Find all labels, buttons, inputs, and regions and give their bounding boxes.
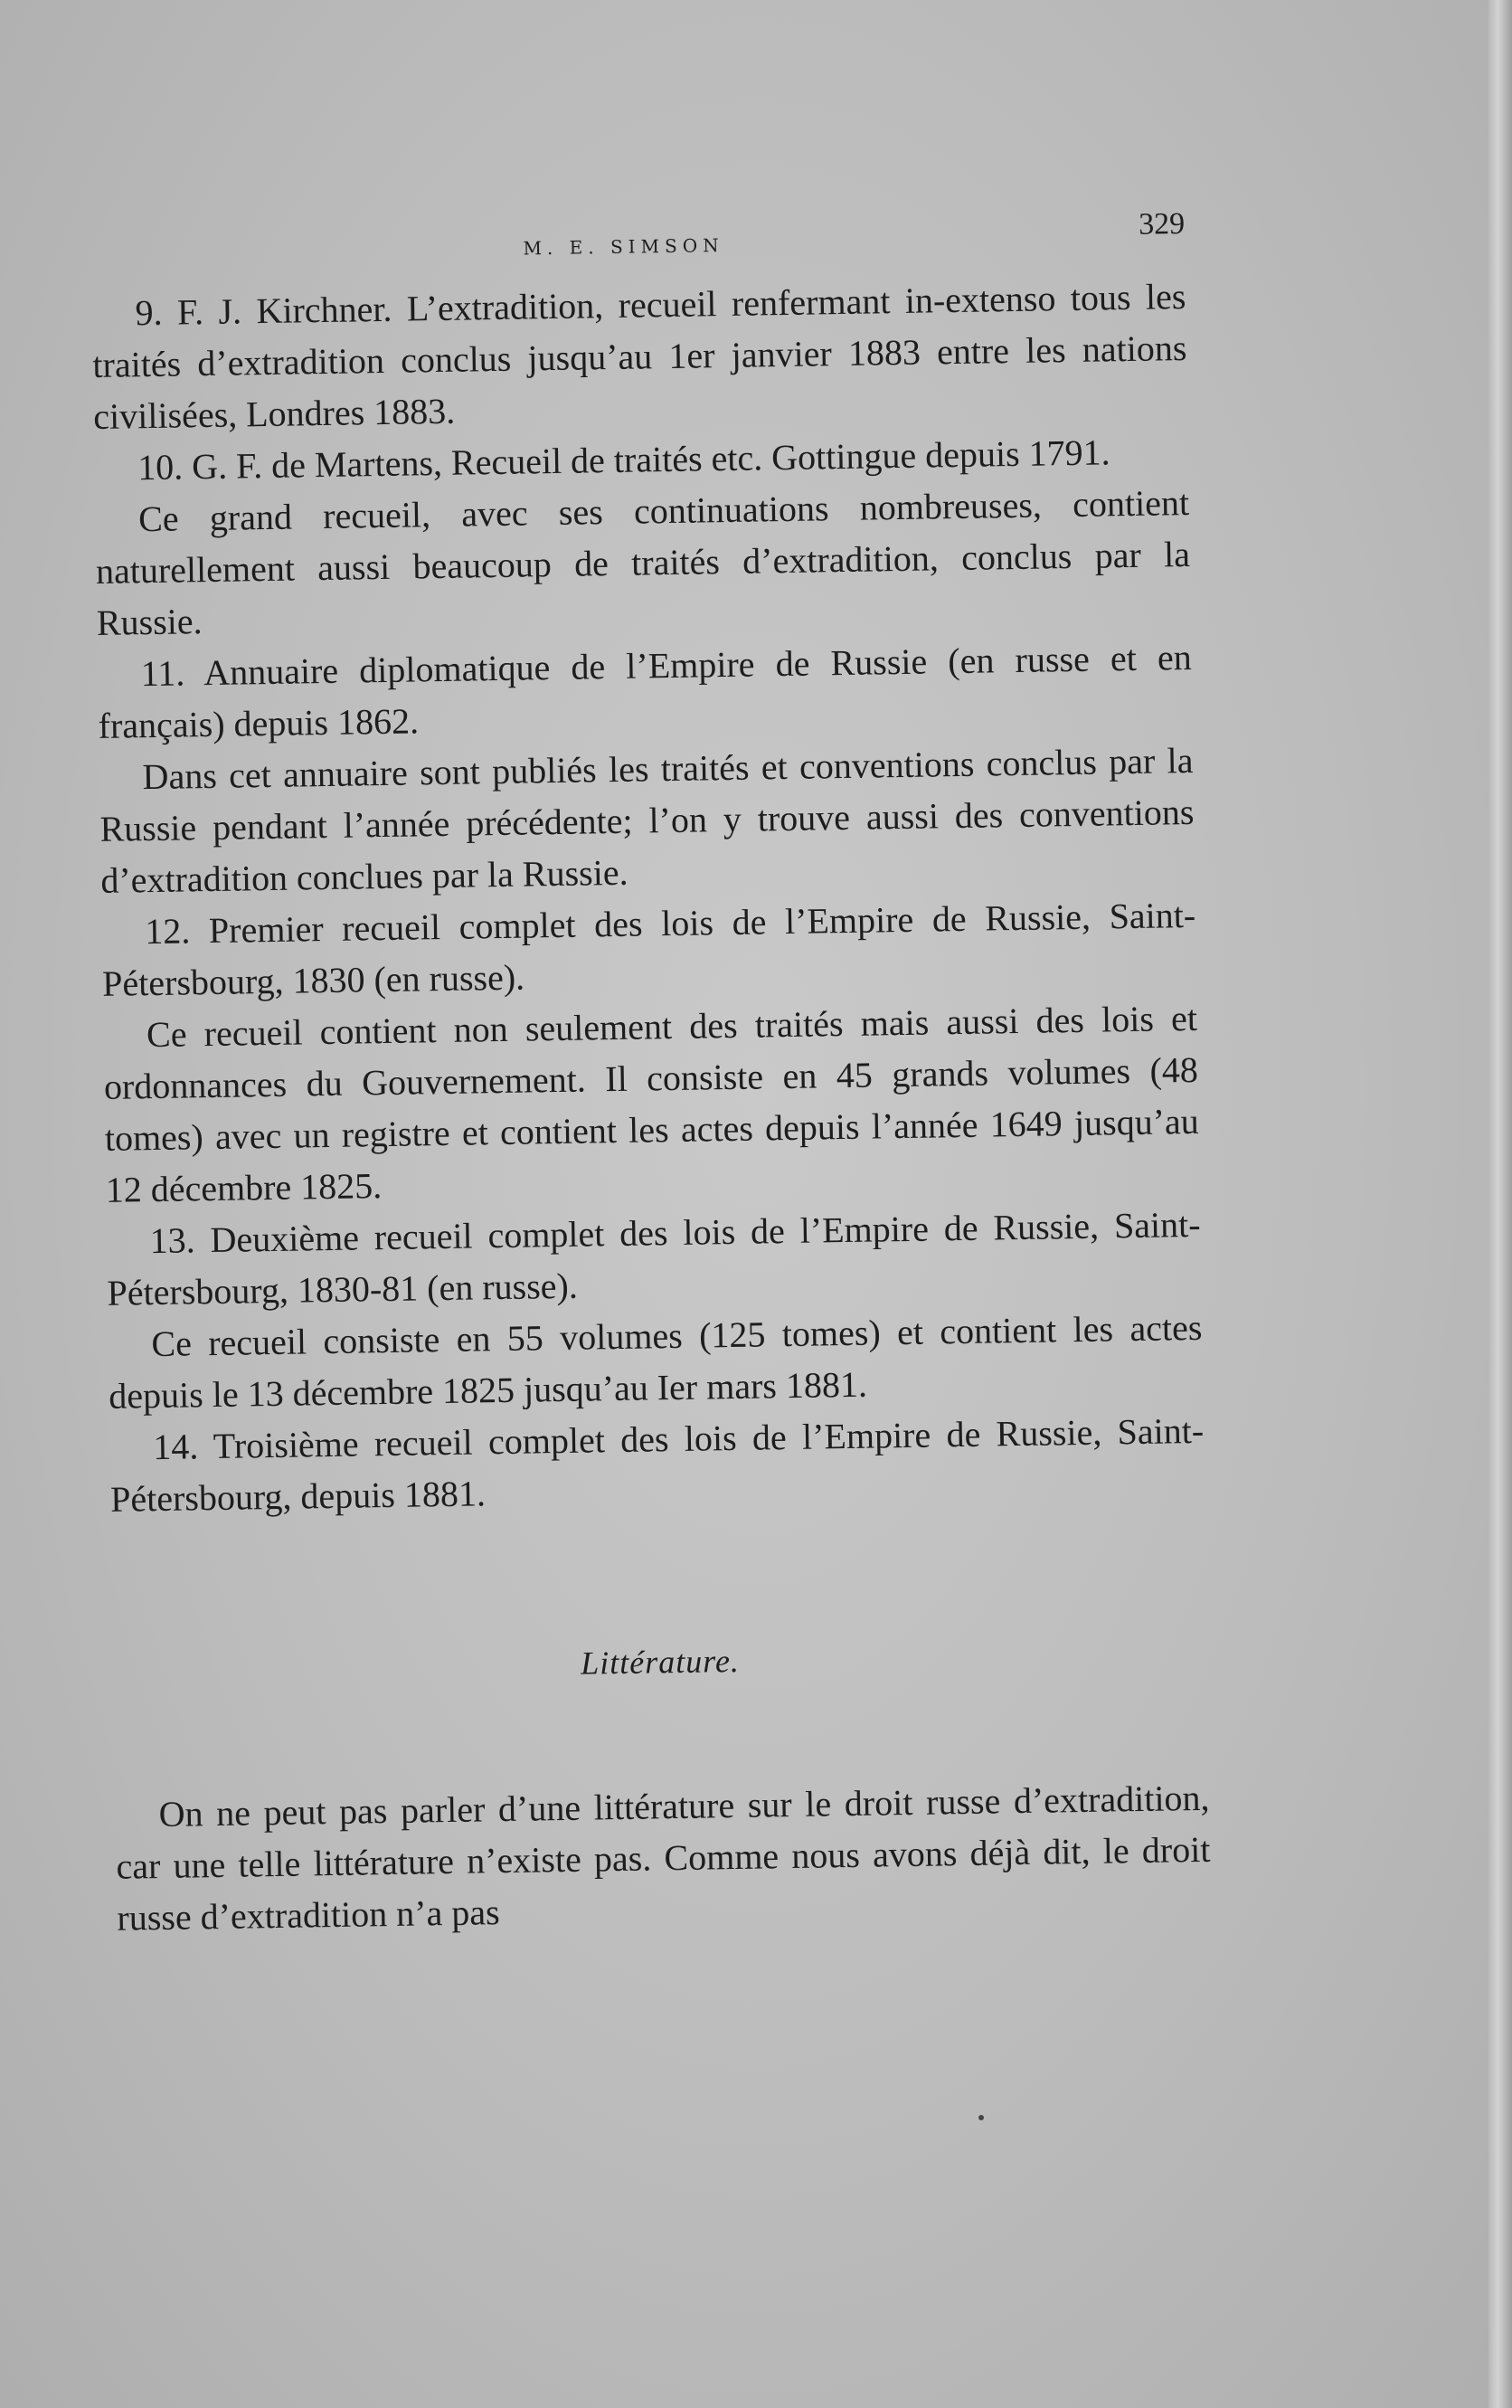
running-head [90, 207, 1186, 268]
entry-11: 11. Annuaire diplomatique de l’Empire de Russie (en russe et en français) depuis 1862. [98, 636, 1193, 746]
entry-13-note: Ce recueil consiste en 55 volumes (125 tomes) et contient les actes depuis le 13 décembre 1825 jusqu’au Ier mars 1881. [108, 1306, 1203, 1417]
running-head-author: M. E. SIMSON [523, 233, 724, 260]
entry-14: 14. Troisième recueil complet des lois de l’Empire de Russie, Saint-Pétersbourg, depuis 1881. [109, 1409, 1205, 1520]
entry-10: 10. G. F. de Martens, Recueil de traités etc. Gottingue depuis 1791. [137, 431, 1110, 488]
entry-9: 9. F. J. Kirchner. L’extradition, recueil renfermant in-extenso tous les traités d’extradition conclus jusqu’au 1er janvier 1883 entre les nations civilisées, Londres 1883. [92, 275, 1187, 437]
entry-11-note: Dans cet annuaire sont publiés les traités et conventions conclus par la Russie pendant l’année précédente; l’on y trouve aussi des conventions d’extradition conclues par la Russie. [99, 739, 1195, 901]
closing-paragraph: On ne peut pas parler d’une littérature sur le droit russe d’extradition, car une telle littérature n’existe pas. Comme nous avons déjà dit, le droit russe d’extradition n’a pas [116, 1777, 1211, 1939]
entry-12-note: Ce recueil contient non seulement des traités mais aussi des lois et ordonnances du Gouvernement. Il consiste en 45 grands volumes (48 tomes) avec un registre et contient les actes depuis l’année 1649 jusqu’au 12 décembre 1825. [103, 997, 1200, 1210]
page-number: 329 [1138, 206, 1186, 242]
page-edge-shadow [1488, 0, 1512, 2408]
entry-10-note: Ce grand recueil, avec ses continuations nombreuses, contient naturellement aussi beaucoup de traités d’extradition, conclus par la Russie. [95, 481, 1191, 643]
ink-speck [978, 2115, 984, 2120]
text-block [90, 207, 1212, 1944]
entry-12: 12. Premier recueil complet des lois de l’Empire de Russie, Saint-Pétersbourg, 1830 (en russe). [101, 894, 1196, 1004]
entry-13: 13. Deuxième recueil complet des lois de l’Empire de Russie, Saint-Pétersbourg, 1830-81 (en russe). [107, 1203, 1201, 1313]
section-heading: Littérature. [580, 1642, 741, 1682]
